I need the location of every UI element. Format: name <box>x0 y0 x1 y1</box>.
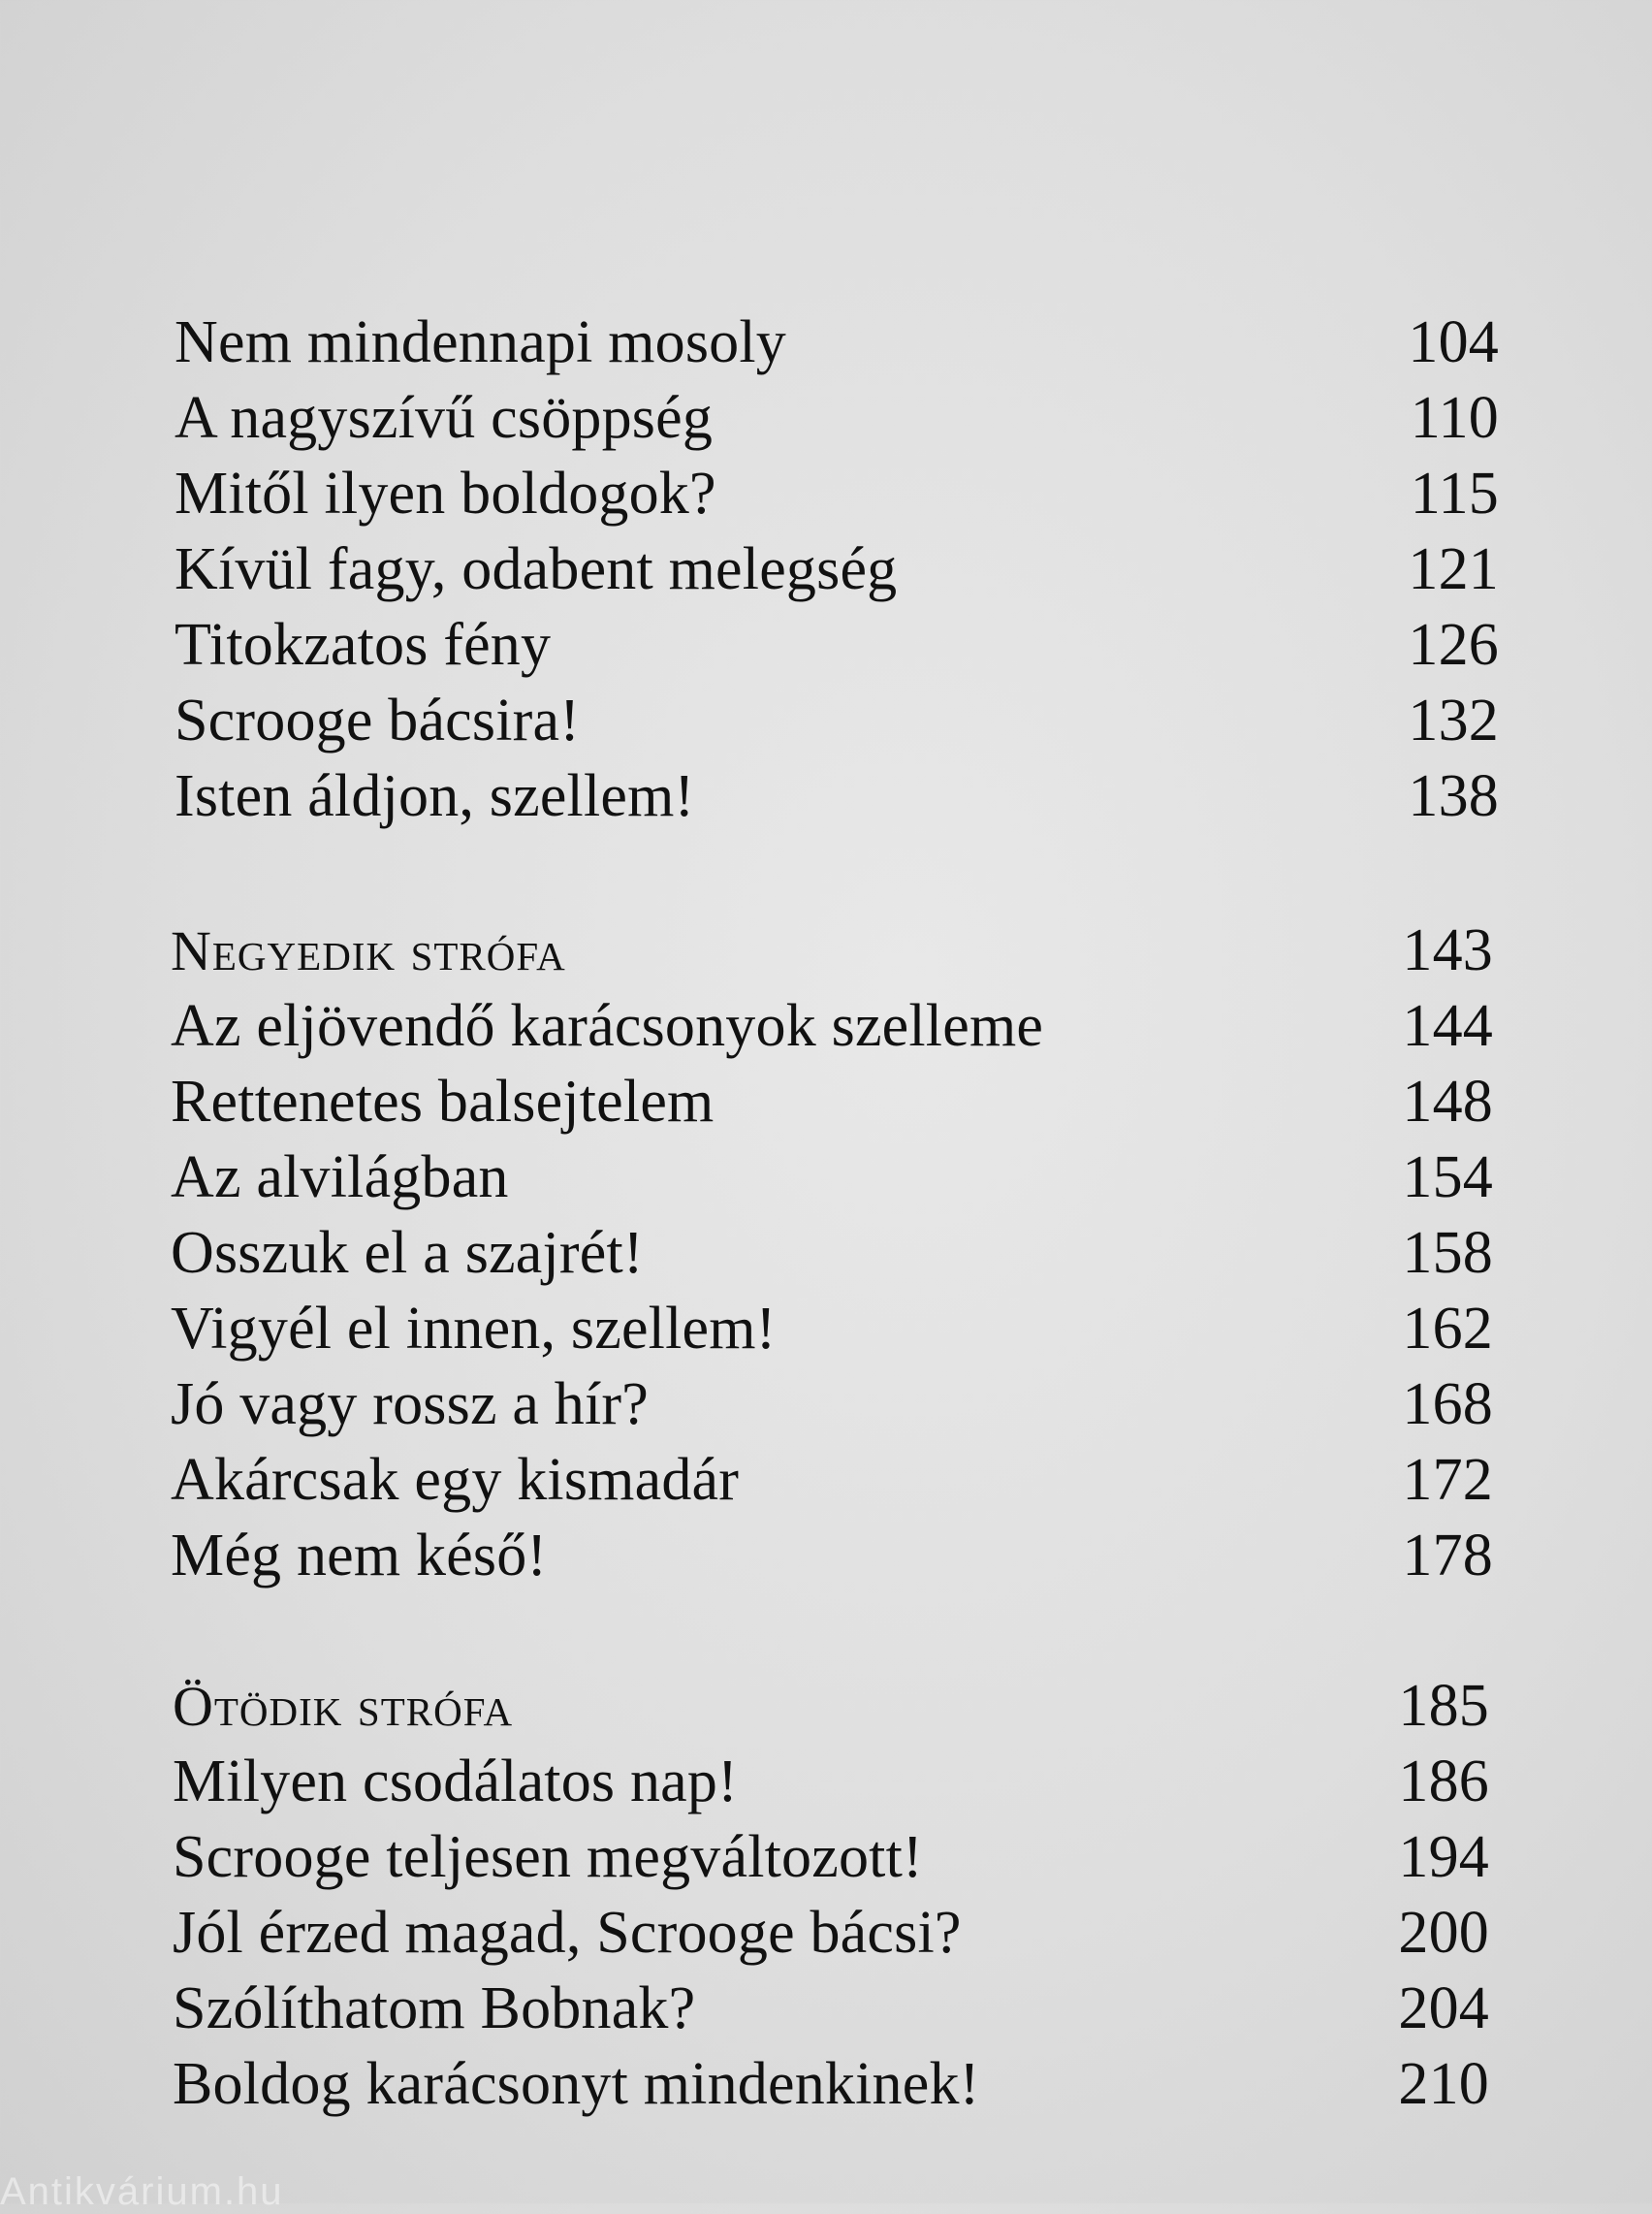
toc-entry-page: 138 <box>1408 763 1499 829</box>
toc-entry <box>175 683 1499 758</box>
section-heading-page: 185 <box>1398 1673 1489 1739</box>
toc-entry <box>173 1971 1489 2046</box>
toc-entry <box>171 1518 1493 1593</box>
section-heading <box>173 1668 1489 1744</box>
toc-entry-title: A nagyszívű csöppség <box>175 385 714 451</box>
toc-entry-title: Még nem késő! <box>171 1523 548 1588</box>
toc-entry-page: 178 <box>1402 1523 1493 1588</box>
toc-entry-title: Jól érzed magad, Scrooge bácsi? <box>173 1900 962 1966</box>
toc-entry-title: Nem mindennapi mosoly <box>175 309 787 375</box>
toc-entry-title: Kívül fagy, odabent melegség <box>175 536 898 602</box>
toc-entry-title: Az alvilágban <box>171 1144 509 1210</box>
section-heading <box>171 913 1493 988</box>
toc-entry <box>171 1442 1493 1518</box>
toc-entry-title: Mitől ilyen boldogok? <box>175 461 716 527</box>
watermark: Antikvárium.hu <box>0 2170 284 2213</box>
toc-section-3 <box>173 1668 1489 2122</box>
toc-entry <box>173 1895 1489 1971</box>
toc-entry-page: 132 <box>1408 688 1499 754</box>
toc-entry-page: 194 <box>1398 1824 1489 1890</box>
toc-entry-page: 210 <box>1398 2051 1489 2117</box>
toc-entry <box>171 1215 1493 1291</box>
section-heading-title: Ötödik strófa <box>173 1675 514 1738</box>
toc-entry-page: 148 <box>1402 1069 1493 1135</box>
toc-entry <box>173 1744 1489 1819</box>
toc-entry <box>175 607 1499 683</box>
toc-entry <box>171 1064 1493 1139</box>
toc-entry <box>175 305 1499 380</box>
toc-entry-page: 186 <box>1398 1749 1489 1814</box>
toc-entry <box>171 1366 1493 1442</box>
section-heading-page: 143 <box>1402 917 1493 983</box>
toc-entry-page: 121 <box>1408 536 1499 602</box>
toc-entry-page: 162 <box>1402 1296 1493 1362</box>
toc-entry <box>175 531 1499 607</box>
toc-entry-title: Isten áldjon, szellem! <box>175 763 695 829</box>
toc-section-1 <box>175 305 1499 834</box>
toc-entry-page: 154 <box>1402 1144 1493 1210</box>
toc-entry-page: 110 <box>1410 385 1499 451</box>
toc-entry-page: 115 <box>1410 461 1499 527</box>
toc-entry-page: 172 <box>1402 1447 1493 1513</box>
toc-entry-title: Jó vagy rossz a hír? <box>171 1371 649 1437</box>
toc-entry-page: 144 <box>1402 993 1493 1059</box>
toc-entry-title: Titokzatos fény <box>175 612 552 678</box>
toc-entry-page: 168 <box>1402 1371 1493 1437</box>
toc-entry <box>171 988 1493 1064</box>
toc-entry-page: 200 <box>1398 1900 1489 1966</box>
toc-entry <box>173 2046 1489 2122</box>
toc-entry-title: Szólíthatom Bobnak? <box>173 1975 696 2041</box>
toc-entry-page: 204 <box>1398 1975 1489 2041</box>
toc-entry-title: Vigyél el innen, szellem! <box>171 1296 777 1362</box>
toc-entry <box>171 1139 1493 1215</box>
toc-entry-title: Scrooge teljesen megváltozott! <box>173 1824 923 1890</box>
toc-entry <box>175 380 1499 456</box>
toc-entry <box>173 1819 1489 1895</box>
toc-entry <box>171 1291 1493 1366</box>
toc-entry-title: Boldog karácsonyt mindenkinek! <box>173 2051 980 2117</box>
toc-section-2 <box>171 913 1493 1593</box>
toc-entry <box>175 456 1499 531</box>
toc-entry-page: 126 <box>1408 612 1499 678</box>
toc-entry-title: Osszuk el a szajrét! <box>171 1220 644 1286</box>
toc-entry-title: Akárcsak egy kismadár <box>171 1447 740 1513</box>
toc-entry-title: Rettenetes balsejtelem <box>171 1069 715 1135</box>
section-heading-title: Negyedik strófa <box>171 919 566 982</box>
toc-entry-page: 104 <box>1408 309 1499 375</box>
toc-entry-title: Scrooge bácsira! <box>175 688 581 754</box>
toc-entry <box>175 758 1499 834</box>
toc-entry-title: Milyen csodálatos nap! <box>173 1749 738 1814</box>
toc-entry-page: 158 <box>1402 1220 1493 1286</box>
toc-entry-title: Az eljövendő karácsonyok szelleme <box>171 993 1044 1059</box>
